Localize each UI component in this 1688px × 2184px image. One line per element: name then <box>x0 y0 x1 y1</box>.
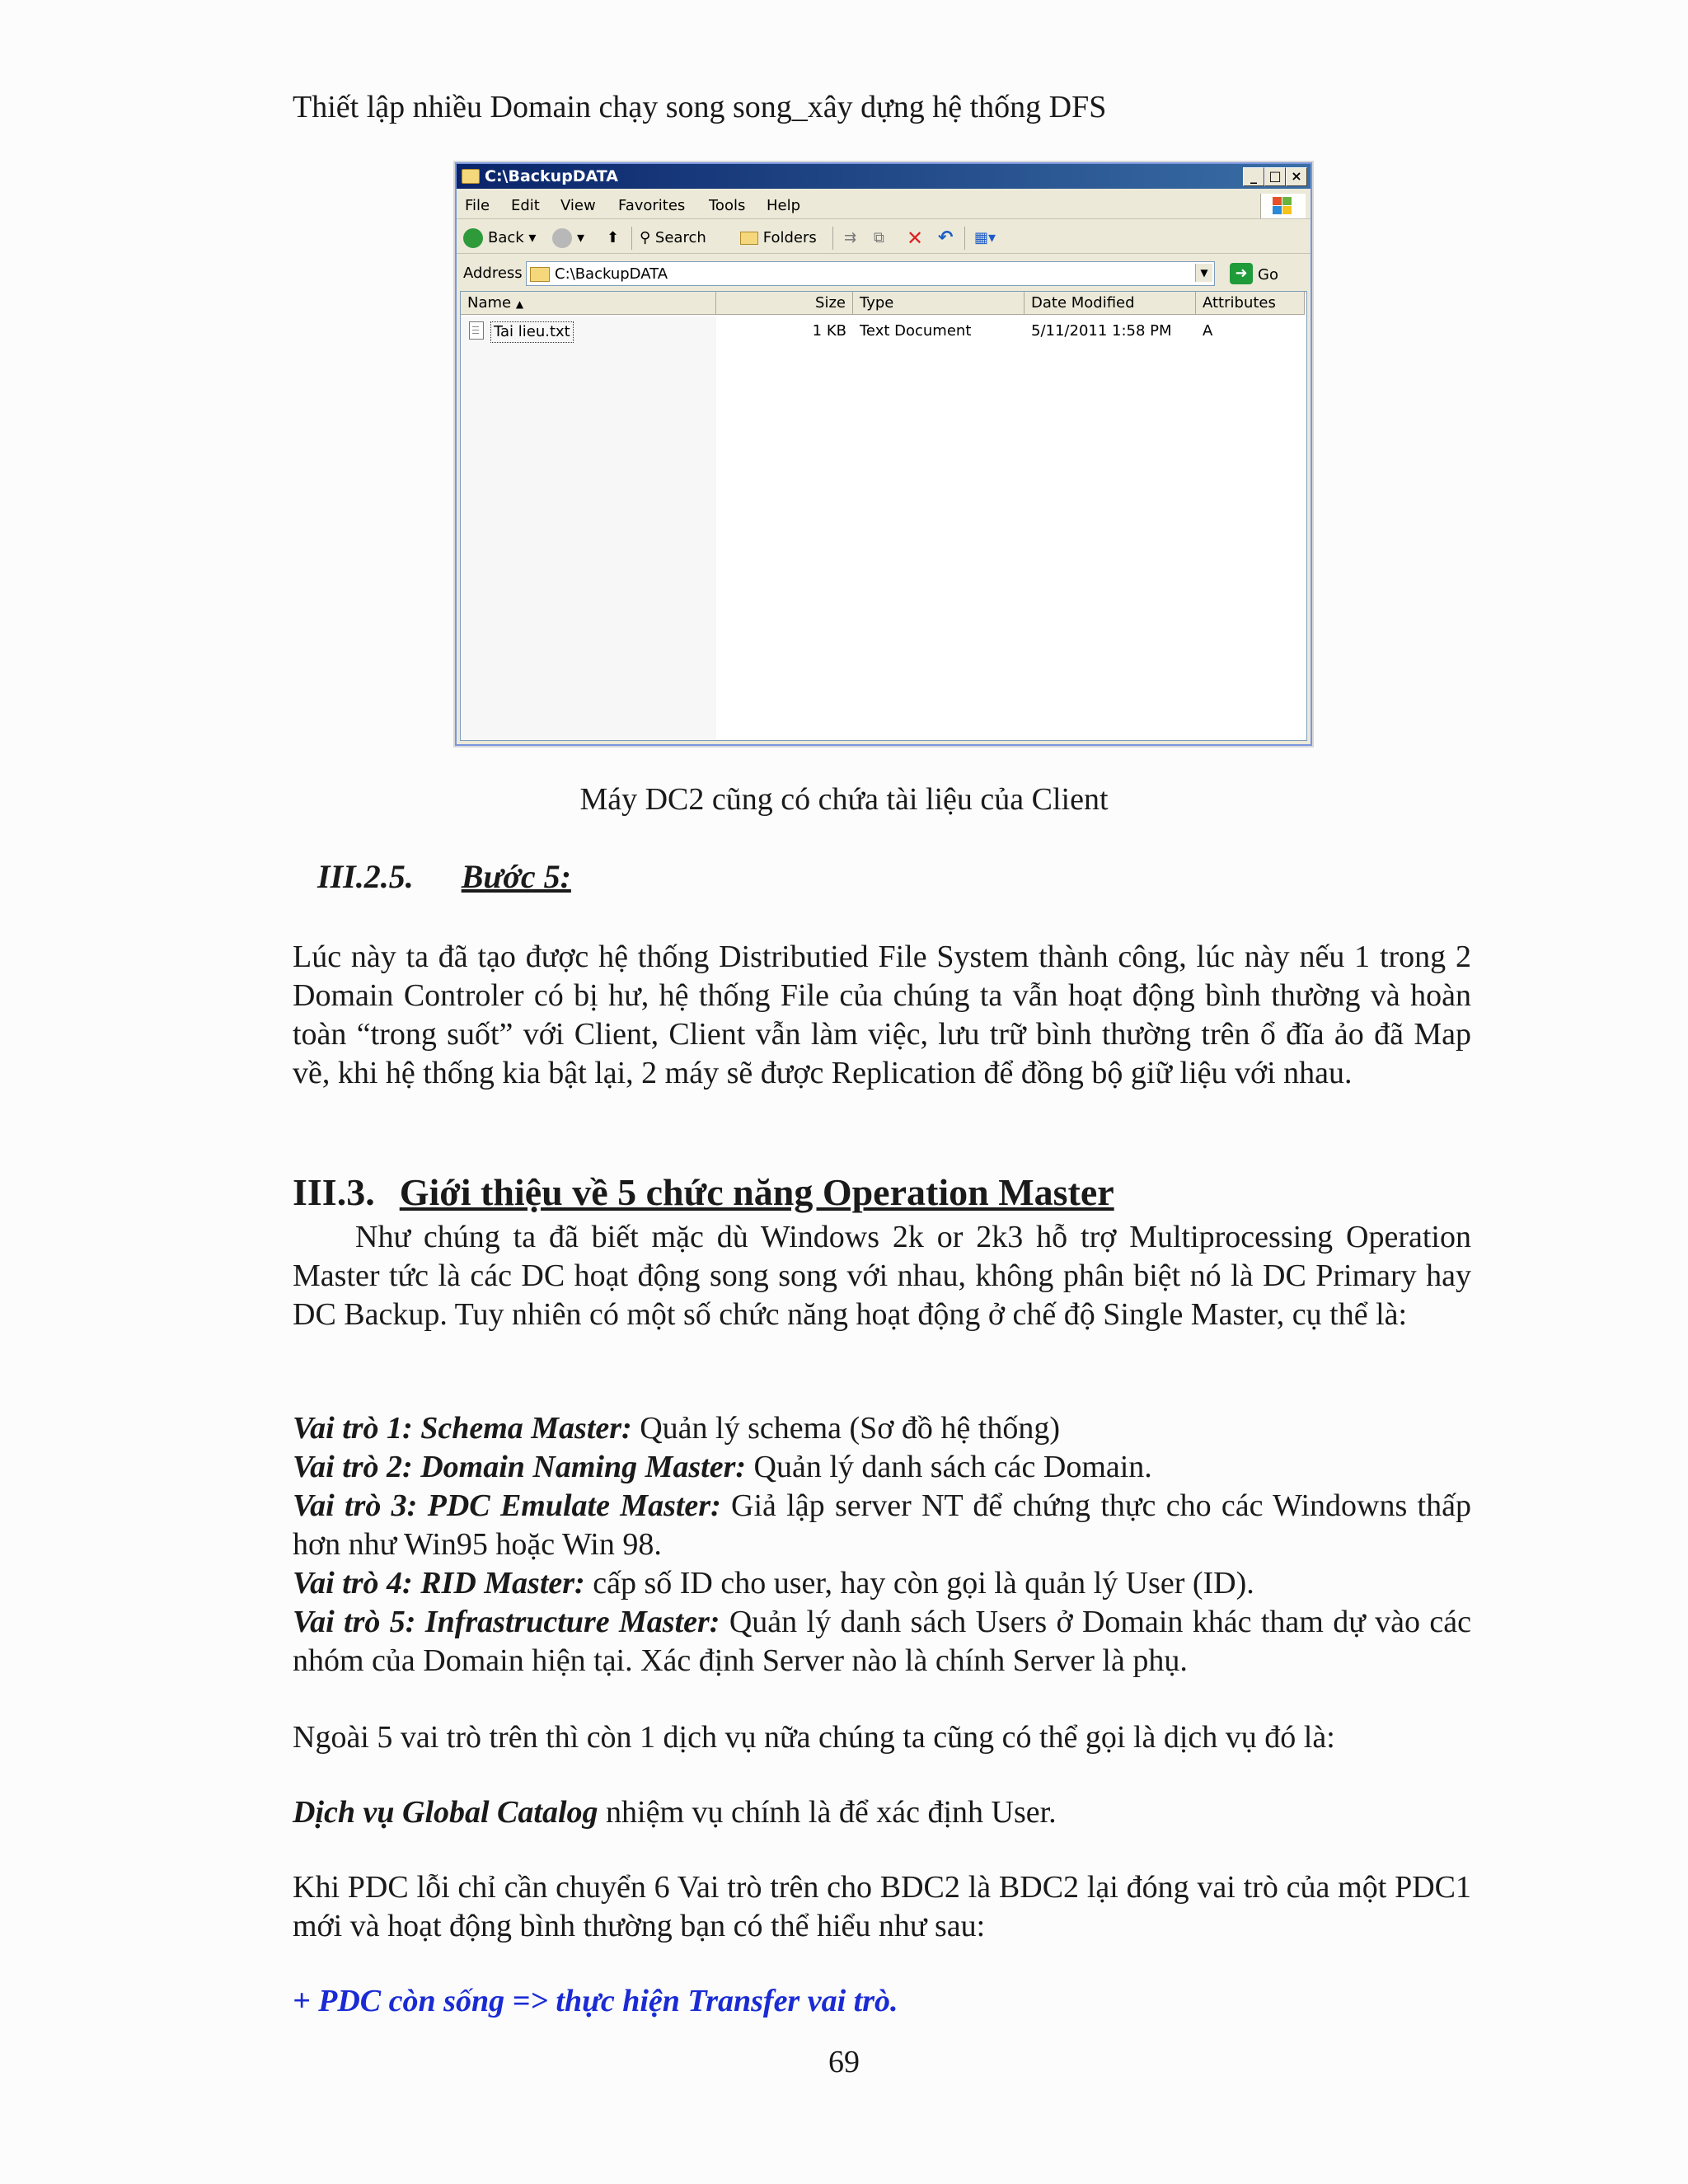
up-folder-icon[interactable]: ⬆ <box>607 229 620 246</box>
back-arrow-icon <box>463 228 483 248</box>
step-paragraph: Lúc này ta đã tạo được hệ thống Distributied File System thành công, lúc này nếu 1 trong 2 Domain Controler có bị hư, hệ thống File của chúng ta vẫn hoạt động bình thường và hoàn toàn “trong suốt” với Client, Client vẫn làm việc, lưu trữ bình thường trên ổ đĩa ảo đã Map về, khi hệ thống kia bật lại, 2 máy sẽ được Replication để đồng bộ giữ liệu với nhau. <box>293 940 1471 1090</box>
file-list[interactable] <box>460 291 1307 741</box>
back-button[interactable]: Back ▾ <box>463 228 536 248</box>
folders-button[interactable]: Folders <box>740 228 817 248</box>
file-name: Tai lieu.txt <box>490 321 574 343</box>
step-title: Bước 5: <box>461 858 571 895</box>
window-title: C:\BackupDATA <box>485 167 619 185</box>
delete-icon[interactable]: ✕ <box>907 227 924 250</box>
menu-help[interactable]: Help <box>767 197 801 214</box>
address-bar <box>457 256 1311 288</box>
file-attributes: A <box>1203 322 1213 340</box>
folder-icon <box>462 169 480 184</box>
address-label: Address <box>463 265 523 282</box>
role-item: Vai trò 3: PDC Emulate Master: Giả lập server NT để chứng thực cho các Windowns thấp hơn như Win95 hoặc Win 98. <box>293 1488 1471 1562</box>
folders-icon <box>740 232 758 245</box>
menu-file[interactable]: File <box>465 197 490 214</box>
search-icon: ⚲ <box>640 229 651 246</box>
section-number: III.3. <box>293 1171 375 1213</box>
menu-edit[interactable]: Edit <box>511 197 540 214</box>
column-date-modified[interactable]: Date Modified <box>1025 292 1196 315</box>
menu-bar <box>457 192 1311 219</box>
column-size[interactable]: Size <box>716 292 853 315</box>
file-date: 5/11/2011 1:58 PM <box>1031 322 1172 340</box>
undo-icon[interactable]: ↶ <box>938 227 954 248</box>
role-item: Vai trò 5: Infrastructure Master: Quản lý danh sách Users ở Domain khác tham dự vào các nhóm của Domain hiện tại. Xác định Server nào là chính Server là phụ. <box>293 1605 1471 1678</box>
move-to-icon[interactable]: ⇉ <box>844 229 857 246</box>
column-attributes[interactable]: Attributes <box>1196 292 1305 315</box>
sort-ascending-icon: ▲ <box>515 298 524 310</box>
role-item: Vai trò 2: Domain Naming Master: Quản lý danh sách các Domain. <box>293 1450 1152 1484</box>
page-number: 69 <box>828 2045 860 2079</box>
go-button[interactable]: Go <box>1258 266 1278 284</box>
step-number: III.2.5. <box>317 858 414 895</box>
folder-icon <box>530 267 550 282</box>
go-arrow-icon[interactable]: ➜ <box>1230 263 1253 284</box>
step-heading <box>317 857 571 896</box>
section-heading <box>293 1170 1114 1214</box>
figure-caption: Máy DC2 cũng có chứa tài liệu của Client <box>579 782 1109 817</box>
pdc-failure-paragraph: Khi PDC lỗi chỉ cần chuyển 6 Vai trò trên cho BDC2 là BDC2 lại đóng vai trò của một PDC1 mới và hoạt động bình thường bạn có thể hiểu như sau: <box>293 1870 1471 1943</box>
copy-to-icon[interactable]: ⧉ <box>874 229 884 246</box>
file-size: 1 KB <box>812 322 846 340</box>
roles-list <box>293 1409 1471 1680</box>
global-catalog-paragraph: Dịch vụ Global Catalog nhiệm vụ chính là để xác định User. <box>293 1795 1057 1830</box>
address-input[interactable] <box>526 261 1215 286</box>
transfer-line: + PDC còn sống => thực hiện Transfer vai trò. <box>293 1984 898 2018</box>
close-button[interactable]: × <box>1286 167 1307 186</box>
column-name[interactable]: Name ▲ <box>461 292 716 315</box>
menu-view[interactable]: View <box>560 197 596 214</box>
explorer-window <box>455 162 1312 746</box>
forward-arrow-icon <box>552 228 572 248</box>
title-bar[interactable] <box>457 164 1311 189</box>
section-title: Giới thiệu về 5 chức năng Operation Master <box>399 1171 1114 1213</box>
views-icon[interactable]: ▦▾ <box>974 229 996 246</box>
chevron-down-icon[interactable]: ▼ <box>1195 264 1212 282</box>
role-item: Vai trò 4: RID Master: cấp số ID cho user, hay còn gọi là quản lý User (ID). <box>293 1566 1254 1601</box>
text-file-icon <box>469 321 484 340</box>
search-button[interactable]: ⚲ Search <box>640 229 706 246</box>
minimize-button[interactable]: _ <box>1243 167 1264 186</box>
extra-paragraph: Ngoài 5 vai trò trên thì còn 1 dịch vụ nữa chúng ta cũng có thể gọi là dịch vụ đó là: <box>293 1720 1335 1755</box>
address-value: C:\BackupDATA <box>555 265 668 283</box>
maximize-button[interactable]: □ <box>1264 167 1286 186</box>
file-type: Text Document <box>860 322 972 340</box>
toolbar <box>457 222 1311 254</box>
windows-logo-icon <box>1260 194 1306 218</box>
role-item: Vai trò 1: Schema Master: Quản lý schema (Sơ đồ hệ thống) <box>293 1411 1060 1446</box>
document-header: Thiết lập nhiều Domain chạy song song_xây dựng hệ thống DFS <box>293 90 1107 124</box>
forward-button[interactable]: ▾ <box>552 228 584 248</box>
intro-paragraph: Như chúng ta đã biết mặc dù Windows 2k or 2k3 hỗ trợ Multiprocessing Operation Master tức là các DC hoạt động song song với nhau, không phân biệt nó là DC Primary hay DC Backup. Tuy nhiên có một số chức năng hoạt động ở chế độ Single Master, cụ thể là: <box>293 1220 1471 1332</box>
column-type[interactable]: Type <box>853 292 1025 315</box>
menu-favorites[interactable]: Favorites <box>618 197 686 214</box>
menu-tools[interactable]: Tools <box>709 197 746 214</box>
